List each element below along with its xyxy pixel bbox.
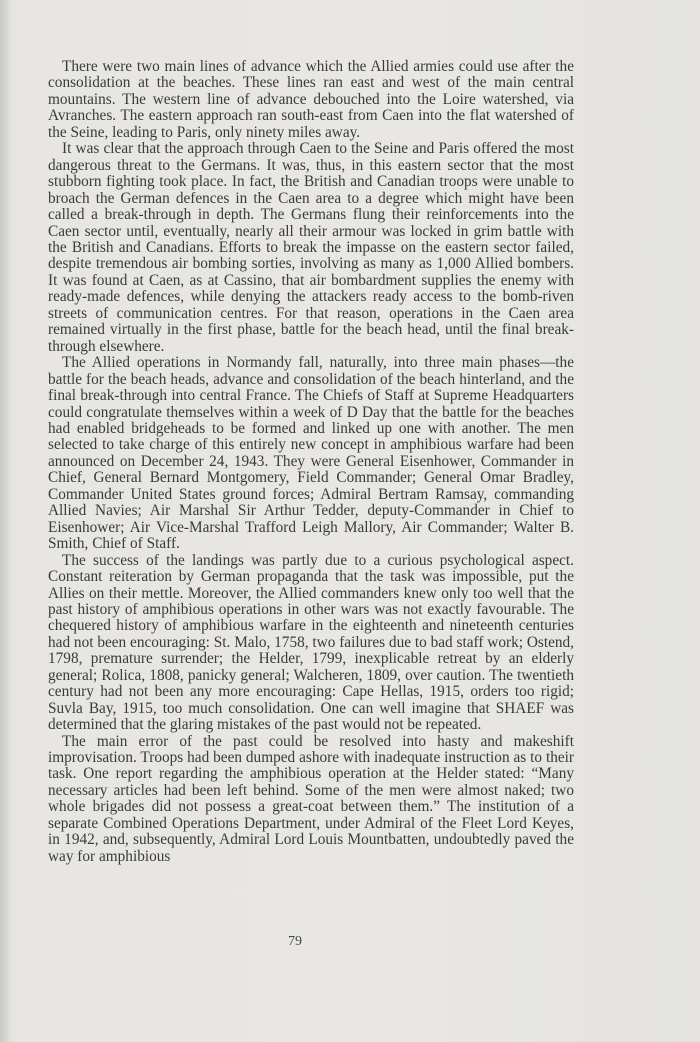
paragraph-2: It was clear that the approach through Caen to the Seine and Paris offered the most dangerous threat to the Germans. It was, thus, in this eastern sector that the most stubborn fighting took place. In fact, the British and Canadian troops were unable to broach the German defences in the Caen area to a degree which might have been called a break-through in depth. The Germans flung their reinforcements into the Caen sector until, eventually, nearly all their armour was locked in grim battle with the British and Canadians. Efforts to break the impasse on the eastern sector failed, despite tremendous air bombing sorties, involving as many as 1,000 Allied bombers. It was found at Caen, as at Cassino, that air bombardment supplies the enemy with ready-made defences, while denying the attackers ready access to the bomb-riven streets of communication centres. For that reason, operations in the Caen area remained virtually in the first phase, battle for the beach head, until the final break-through elsewhere. [48,140,574,355]
paragraph-3: The Allied operations in Normandy fall, naturally, into three main phases—the battle for the beach heads, advance and consolidation of the beach hinterland, and the final break-through into central France. The Chiefs of Staff at Supreme Headquarters could congratulate themselves within a week of D Day that the battle for the beaches had enabled bridgeheads to be formed and linked up one with another. The men selected to take charge of this entirely new concept in amphibious warfare had been announced on December 24, 1943. They were General Eisenhower, Commander in Chief, General Bernard Montgomery, Field Commander; General Omar Bradley, Commander United States ground forces; Admiral Bertram Ramsay, commanding Allied Navies; Air Marshal Sir Arthur Tedder, deputy-Commander in Chief to Eisenhower; Air Vice-Marshal Trafford Leigh Mallory, Air Commander; Walter B. Smith, Chief of Staff. [48,354,574,553]
page-binding-edge [0,0,10,1042]
page-number: 79 [288,934,302,949]
paragraph-1: There were two main lines of advance which the Allied armies could use after the consolidation at the beaches. These lines ran east and west of the main central mountains. The western line of advance debouched into the Loire watershed, via Avranches. The eastern approach ran south-east from Caen into the flat watershed of the Seine, leading to Paris, only ninety miles away. [48,58,574,141]
paragraph-5: The main error of the past could be resolved into hasty and makeshift improvisation. Troops had been dumped ashore with inadequate instruction as to their task. One report regarding the amphibious operation at the Helder stated: “Many necessary articles had been left behind. Some of the men were almost naked; two whole brigades did not possess a great-coat between them.” The institution of a separate Combined Operations Department, under Admiral of the Fleet Lord Keyes, in 1942, and, subsequently, Admiral Lord Louis Mountbatten, undoubtedly paved the way for amphibious [48,732,574,865]
body-text [48,59,574,865]
paragraph-4: The success of the landings was partly due to a curious psychological aspect. Constant reiteration by German propaganda that the task was impossible, put the Allies on their mettle. Moreover, the Allied commanders knew only too well that the past history of amphibious operations in other wars was not exactly favourable. The chequered history of amphibious warfare in the eighteenth and nineteenth centuries had not been encouraging: St. Malo, 1758, two failures due to bad staff work; Ostend, 1798, premature surrender; the Helder, 1799, inexplicable retreat by an elderly general; Rolica, 1808, panicky general; Walcheren, 1809, over caution. The twentieth century had not been any more encouraging: Cape Hellas, 1915, orders too rigid; Suvla Bay, 1915, too much consolidation. One can well imagine that SHAEF was determined that the glaring mistakes of the past would not be repeated. [48,551,574,734]
